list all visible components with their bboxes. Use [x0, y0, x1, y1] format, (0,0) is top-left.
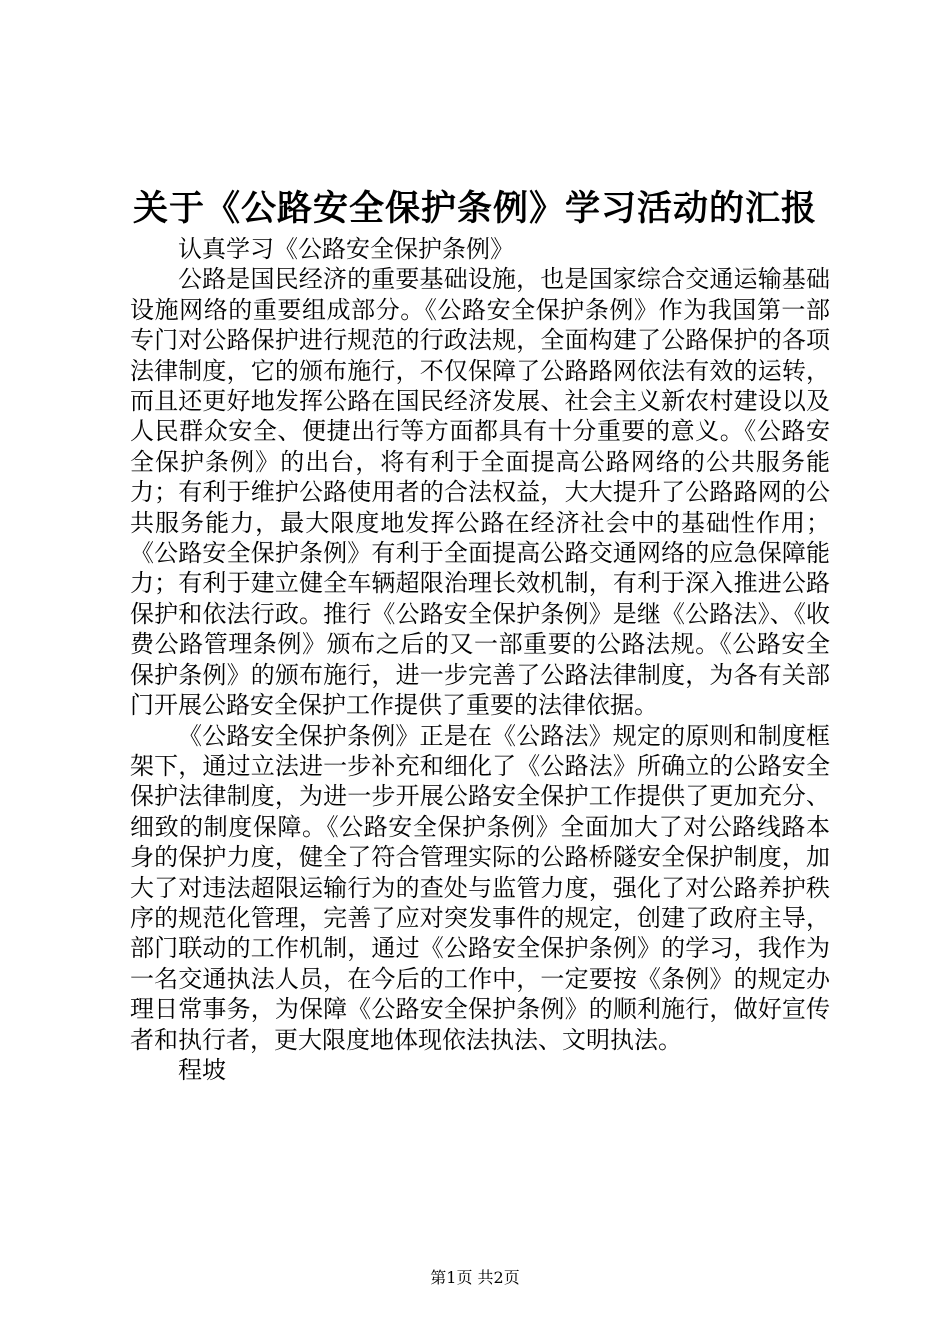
page-footer: 第1页 共2页	[430, 1268, 520, 1287]
document-body	[130, 234, 830, 1085]
body-paragraph: 《公路安全保护条例》正是在《公路法》规定的原则和制度框架下，通过立法进一步补充和细化了《公路法》所确立的公路安全保护法律制度，为进一步开展公路安全保护工作提供了更加充分、细致的制度保障。《公路安全保护条例》全面加大了对公路线路本身的保护力度，健全了符合管理实际的公路桥隧安全保护制度，加大了对违法超限运输行为的查处与监管力度，强化了对公路养护秩序的规范化管理，完善了应对突发事件的规定，创建了政府主导，部门联动的工作机制，通过《公路安全保护条例》的学习，我作为一名交通执法人员，在今后的工作中，一定要按《条例》的规定办理日常事务，为保障《公路安全保护条例》的顺利施行，做好宣传者和执行者，更大限度地体现依法执法、文明执法。	[130, 721, 830, 1054]
body-paragraph: 公路是国民经济的重要基础设施，也是国家综合交通运输基础设施网络的重要组成部分。《公路安全保护条例》作为我国第一部专门对公路保护进行规范的行政法规，全面构建了公路保护的各项法律制度，它的颁布施行，不仅保障了公路路网依法有效的运转，而且还更好地发挥公路在国民经济发展、社会主义新农村建设以及人民群众安全、便捷出行等方面都具有十分重要的意义。《公路安全保护条例》的出台，将有利于全面提高公路网络的公共服务能力；有利于维护公路使用者的合法权益，大大提升了公路路网的公共服务能力，最大限度地发挥公路在经济社会中的基础性作用；《公路安全保护条例》有利于全面提高公路交通网络的应急保障能力；有利于建立健全车辆超限治理长效机制，有利于深入推进公路保护和依法行政。推行《公路安全保护条例》是继《公路法》、《收费公路管理条例》颁布之后的又一部重要的公路法规。《公路安全保护条例》的颁布施行，进一步完善了公路法律制度，为各有关部门开展公路安全保护工作提供了重要的法律依据。	[130, 265, 830, 720]
author-signature: 程坡	[178, 1055, 226, 1084]
document-title: 关于《公路安全保护条例》学习活动的汇报	[132, 188, 817, 229]
document-subtitle: 认真学习《公路安全保护条例》	[178, 235, 514, 263]
